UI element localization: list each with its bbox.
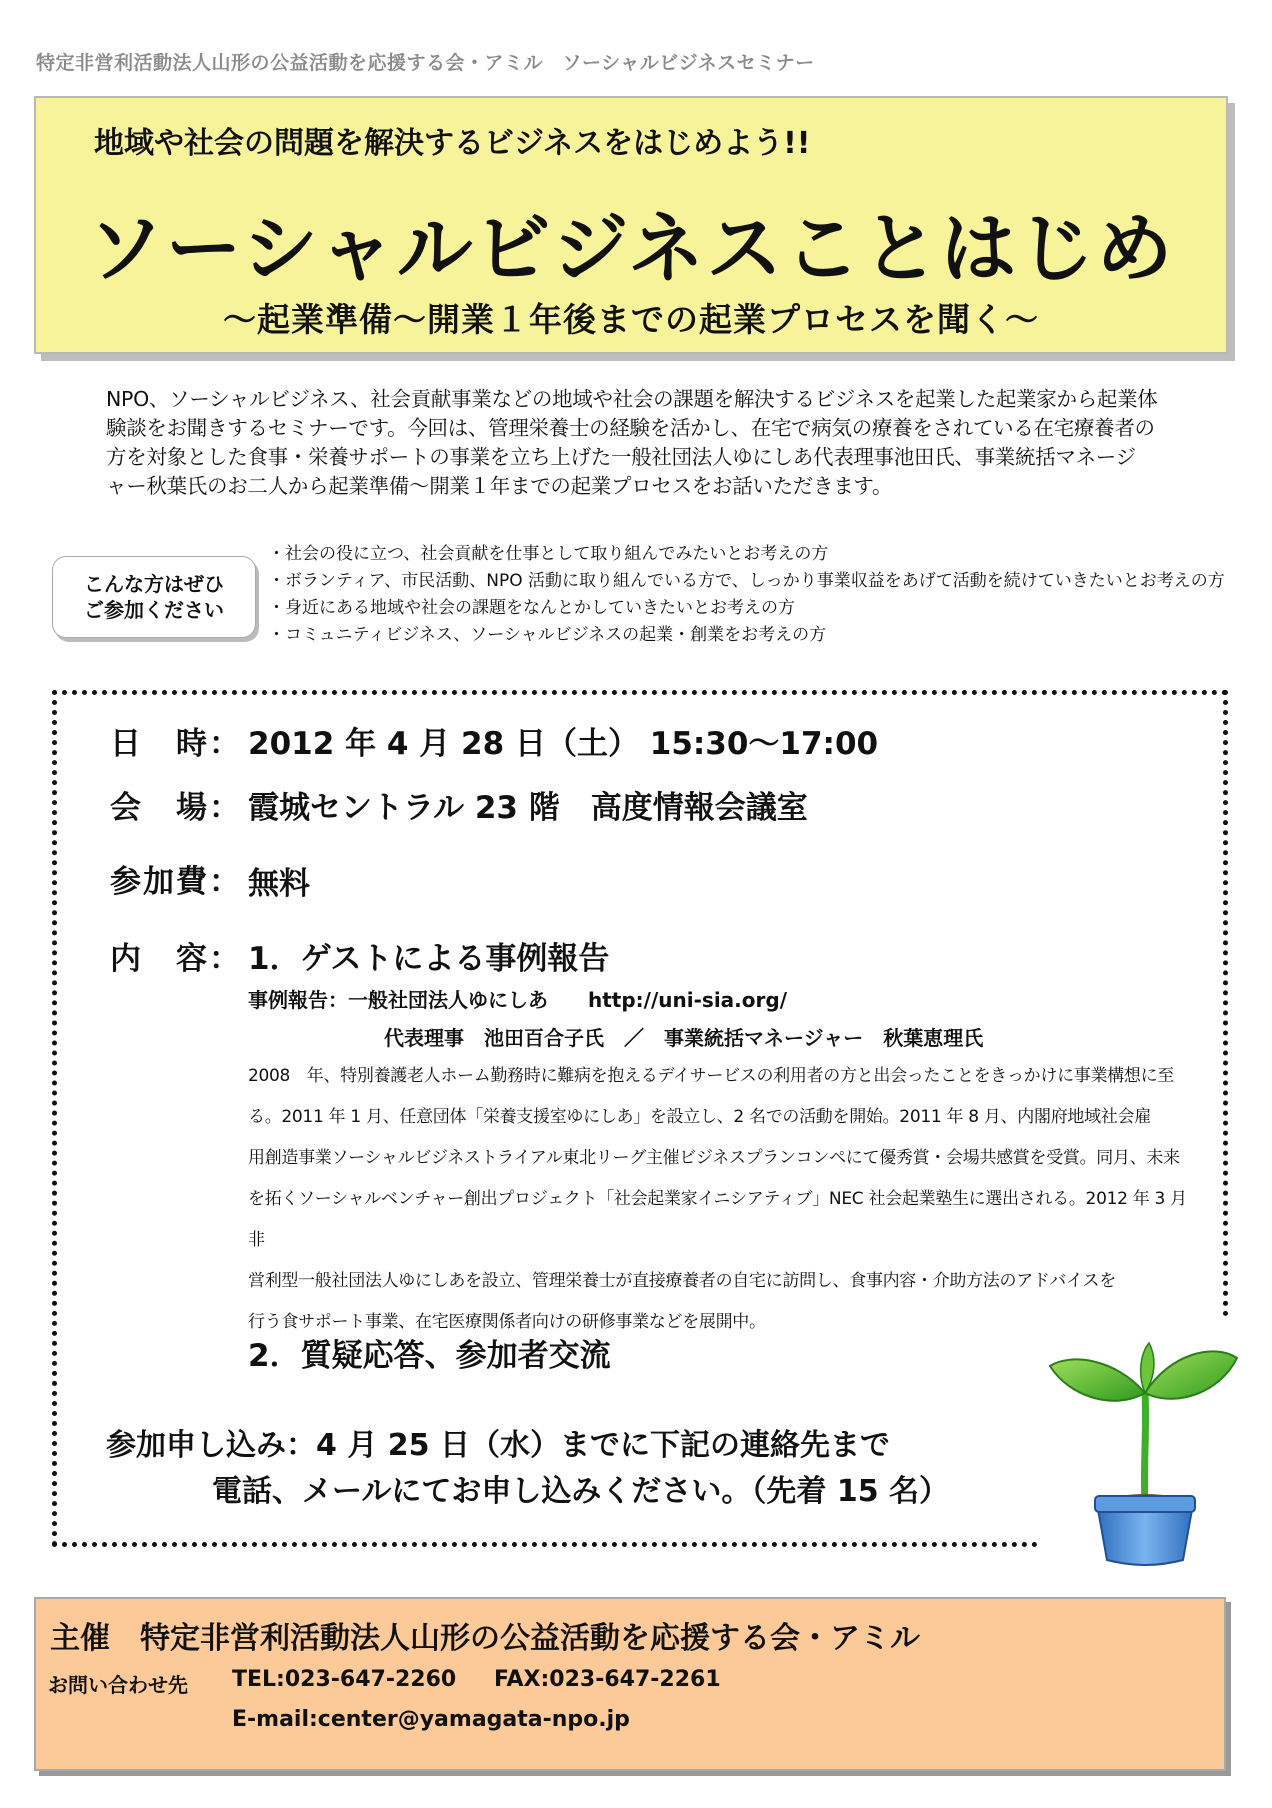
date-value: 2012 年 4 月 28 日（土） 15:30～17:00 [248,726,879,762]
audience-item: ・ 身近にある地域や社会の課題をなんとかしていきたいとお考えの方 [268,595,1225,622]
intro-line: 方を対象とした食事・栄養サポートの事業を立ち上げた一般社団法人ゆにしあ代表理事池田氏、事業統括マネージ [106,445,1136,469]
audience-label-line: こんな方はぜひ [84,572,224,596]
intro-line: 験談をお聞きするセミナーです。今回は、管理栄養士の経験を活かし、在宅で病気の療養をされている在宅療養者の [106,416,1155,440]
audience-list [268,541,1225,649]
date-label: 日 時： [110,726,242,762]
hero-lead: 地域や社会の問題を解決するビジネスをはじめよう!! [94,126,811,161]
profile-line: る。2011 年 1 月、任意団体「栄養支援室ゆにしあ」を設立し、2 名での活動を開始。2011 年 8 月、内閣府地域社会雇 [248,1107,1151,1127]
profile-line: 行う食サポート事業、在宅医療関係者向けの研修事業などを展開中。 [248,1312,766,1332]
content-item1-title: 1．ゲストによる事例報告 [248,941,610,977]
footer-contact-box [34,1597,1226,1771]
audience-item: ・ ボランティア、市民活動、NPO 活動に取り組んでいる方で、しっかり事業収益をあげて活動を続けていきたいとお考えの方 [268,568,1225,595]
fee-value: 無料 [248,866,310,902]
content-label: 内 容： [110,941,242,977]
email-address[interactable]: E-mail:center@yamagata-npo.jp [232,1707,630,1732]
audience-item: ・ 社会の役に立つ、社会貢献を仕事として取り組んでみたいとお考えの方 [268,541,1225,568]
tel-number: TEL:023-647-2260 [232,1667,457,1692]
audience-item: ・ コミュニティビジネス、ソーシャルビジネスの起業・創業をお考えの方 [268,622,1225,649]
guest-names: 代表理事 池田百合子氏 ／ 事業統括マネージャー 秋葉恵理氏 [384,1026,984,1050]
sprout-pot-illustration [1045,1338,1240,1570]
case-report-line: 事例報告：一般社団法人ゆにしあ http://uni-sia.org/ [248,988,787,1012]
audience-label-badge [52,556,256,638]
header-org-line: 特定非営利活動法人山形の公益活動を応援する会・アミル ソーシャルビジネスセミナー [36,52,815,74]
fax-number: FAX:023-647-2261 [494,1667,721,1692]
apply-line-1: 参加申し込み：4 月 25 日（水）までに下記の連絡先まで [106,1428,890,1463]
profile-line: 営利型一般社団法人ゆにしあを設立、管理栄養士が直接療養者の自宅に訪問し、食事内容・介助方法のアドバイスを [248,1271,1116,1291]
intro-line: ャー秋葉氏のお二人から起業準備～開業１年までの起業プロセスをお話いただきます。 [106,474,893,498]
contact-label: お問い合わせ先 [48,1673,188,1697]
fee-label: 参加費： [110,864,242,900]
apply-line-2: 電話、メールにてお申し込みください。（先着 15 名） [212,1474,950,1509]
venue-value: 霞城セントラル 23 階 高度情報会議室 [248,790,808,826]
content-item2-title: 2．質疑応答、参加者交流 [248,1338,611,1374]
profile-line: 2008 年、特別養護老人ホーム勤務時に難病を抱えるデイサービスの利用者の方と出会ったことをきっかけに事業構想に至 [248,1066,1174,1086]
profile-line: を拓くソーシャルベンチャー創出プロジェクト「社会起業家イニシアティブ」NEC 社会起業塾生に選出される。2012 年 3 月非 [248,1189,1187,1250]
hero-banner [34,96,1228,354]
organizer-line: 主催 特定非営利活動法人山形の公益活動を応援する会・アミル [50,1621,920,1656]
profile-line: 用創造事業ソーシャルビジネストライアル東北リーグ主催ビジネスプランコンペにて優秀賞・会場共感賞を受賞。同月、未来 [248,1148,1180,1168]
intro-line: NPO、ソーシャルビジネス、社会貢献事業などの地域や社会の課題を解決するビジネスを起業した起業家から起業体 [106,387,1158,411]
audience-label-line: ご参加ください [84,598,224,622]
intro-paragraph [106,385,1176,501]
hero-subtitle: ～起業準備～開業１年後までの起業プロセスを聞く～ [223,300,1039,339]
hero-title: ソーシャルビジネスことはじめ [87,204,1175,293]
guest-profile [248,1056,1188,1343]
venue-label: 会 場： [110,790,242,826]
